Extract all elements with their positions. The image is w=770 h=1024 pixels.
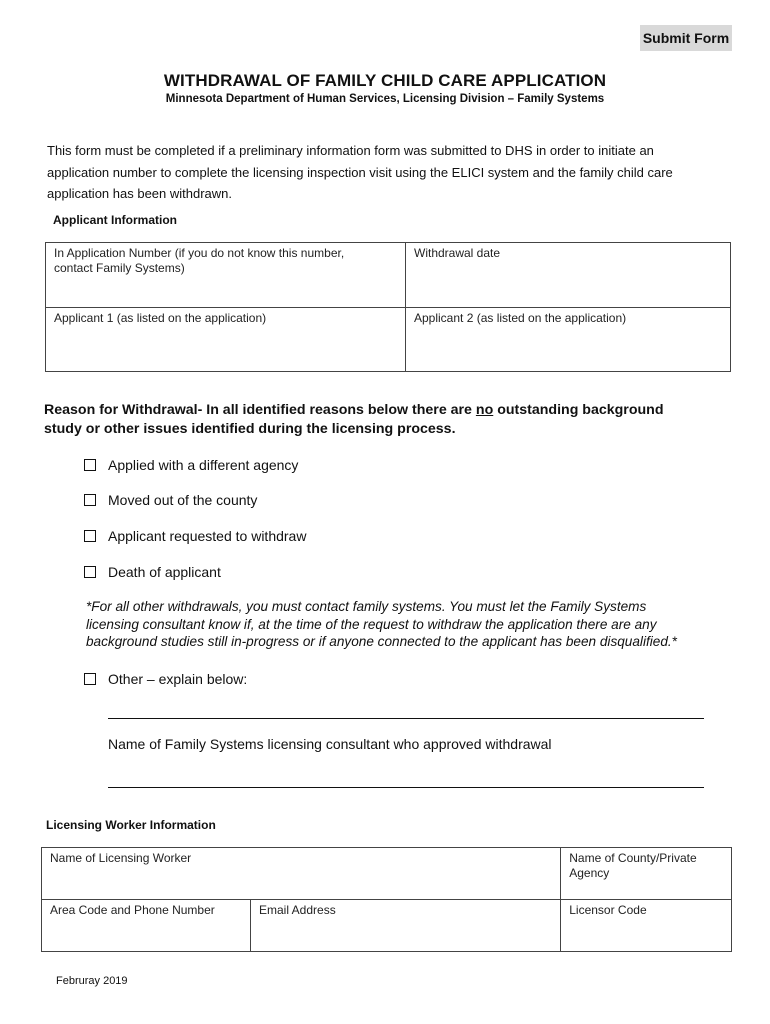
checkbox[interactable] (84, 673, 96, 685)
application-number-label: In Application Number (if you do not know this number, (54, 246, 345, 260)
applicant-info-table (45, 242, 731, 372)
option-label: Moved out of the county (108, 492, 258, 508)
checkbox[interactable] (84, 459, 96, 471)
application-number-field[interactable] (46, 243, 406, 308)
reason-heading-text: Reason for Withdrawal- In all identified reasons below there are (44, 402, 476, 418)
reason-heading (44, 401, 744, 438)
worker-info-table (41, 847, 732, 952)
reason-heading-line2: study or other issues identified during the licensing process. (44, 420, 456, 437)
option-other (84, 671, 247, 687)
option-label: Applicant requested to withdraw (108, 528, 307, 544)
option-requested-withdraw (84, 528, 306, 544)
intro-line: application has been withdrawn. (47, 186, 233, 201)
option-label: Applied with a different agency (108, 457, 299, 473)
withdrawal-date-field[interactable] (406, 243, 731, 308)
intro-paragraph (47, 140, 737, 205)
county-agency-field[interactable] (561, 848, 732, 900)
application-number-label: contact Family Systems) (54, 261, 185, 275)
option-death (84, 564, 221, 580)
phone-field[interactable] (42, 900, 251, 952)
intro-line: application number to complete the licensing inspection visit using the ELICI system and the family child care (47, 164, 673, 180)
note-line: background studies still in-progress or if anyone connected to the applicant has been disqualified.* (86, 634, 677, 649)
blank-line (108, 699, 704, 719)
submit-form-button[interactable]: Submit Form (640, 25, 732, 51)
reason-heading-emphasis: no (475, 402, 494, 418)
applicant1-field[interactable] (46, 308, 406, 372)
worker-name-label: Name of Licensing Worker (50, 851, 192, 865)
checkbox[interactable] (84, 530, 96, 542)
consultant-label: Name of Family Systems licensing consultant who approved withdrawal (108, 736, 552, 752)
option-different-agency (84, 457, 298, 473)
option-moved (84, 492, 257, 508)
reason-heading-text: outstanding background (493, 402, 664, 418)
note-line: *For all other withdrawals, you must contact family systems. You must let the Family Systems (86, 599, 647, 614)
email-label: Email Address (259, 903, 336, 917)
email-field[interactable] (251, 900, 561, 952)
form-subtitle: Minnesota Department of Human Services, Licensing Division – Family Systems (165, 93, 605, 105)
applicant-info-label: Applicant Information (53, 213, 177, 227)
withdrawal-date-label: Withdrawal date (414, 246, 501, 260)
applicant1-label: Applicant 1 (as listed on the application) (54, 311, 267, 325)
form-title: WITHDRAWAL OF FAMILY CHILD CARE APPLICATION (163, 71, 607, 90)
licensor-code-field[interactable] (561, 900, 732, 952)
intro-line: This form must be completed if a preliminary information form was submitted to DHS in order to initiate an (47, 143, 654, 158)
worker-info-label: Licensing Worker Information (46, 818, 216, 832)
consultant-name-input[interactable] (108, 768, 704, 788)
other-withdrawals-note (86, 598, 746, 651)
applicant2-field[interactable] (406, 308, 731, 372)
checkbox[interactable] (84, 494, 96, 506)
worker-name-field[interactable] (42, 848, 561, 900)
checkbox[interactable] (84, 566, 96, 578)
other-explanation-input[interactable] (108, 699, 704, 719)
phone-label: Area Code and Phone Number (50, 903, 215, 917)
county-agency-label: Name of County/Private Agency (569, 851, 697, 880)
applicant2-label: Applicant 2 (as listed on the application) (414, 311, 627, 325)
option-label: Death of applicant (108, 564, 221, 580)
option-label: Other – explain below: (108, 671, 248, 687)
licensor-code-label: Licensor Code (569, 903, 647, 917)
footer-date: Februray 2019 (56, 975, 128, 987)
blank-line (108, 768, 704, 788)
note-line: licensing consultant know if, at the time of the request to withdraw the application there are any (86, 616, 657, 632)
